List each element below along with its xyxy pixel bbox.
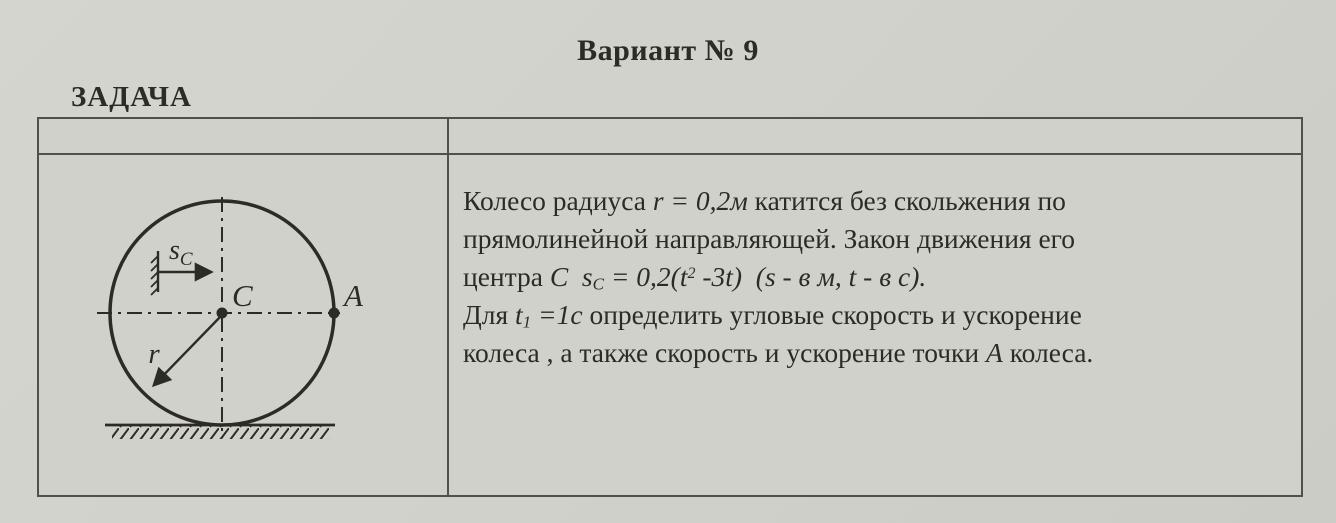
text-segment: r = 0,2м bbox=[652, 185, 748, 216]
text-segment: C bbox=[549, 261, 569, 292]
text-segment: колеса. bbox=[1002, 337, 1094, 368]
text-segment: t bbox=[515, 299, 523, 330]
point-a bbox=[329, 308, 340, 319]
text-segment: Колесо радиуса bbox=[463, 185, 653, 216]
point-a-label: A bbox=[344, 278, 363, 313]
radius-label: r bbox=[148, 338, 160, 370]
task-table bbox=[37, 117, 1303, 497]
ground-hatching-icon bbox=[112, 426, 330, 439]
text-segment: -3t) (s - в м, t - в с). bbox=[695, 261, 927, 292]
text-segment: прямолинейной направляющей. Закон движения его bbox=[463, 223, 1075, 254]
text-segment: катится без скольжения по bbox=[747, 185, 1066, 216]
header-cell-left bbox=[39, 119, 449, 155]
text-segment: =1с bbox=[531, 299, 583, 330]
text-segment: = 0,2(t bbox=[604, 261, 688, 292]
center-point-label: C bbox=[232, 278, 253, 313]
wheel-diagram bbox=[39, 155, 447, 495]
text-segment: колеса , а также скорость и ускорение точки bbox=[463, 337, 987, 368]
text-segment: 1 bbox=[522, 312, 532, 332]
diagram-cell bbox=[39, 155, 449, 495]
text-segment: 2 bbox=[687, 265, 696, 283]
problem-line bbox=[463, 334, 1283, 372]
page-title: Вариант № 9 bbox=[577, 34, 759, 67]
text-segment: А bbox=[986, 337, 1003, 368]
text-segment: C bbox=[592, 274, 604, 294]
radius-arrow-icon bbox=[154, 315, 222, 385]
center-point bbox=[217, 308, 228, 319]
problem-line bbox=[463, 258, 1283, 296]
displacement-label-sub: C bbox=[179, 249, 193, 270]
displacement-label bbox=[169, 235, 193, 270]
displacement-label-main: s bbox=[169, 235, 180, 266]
problem-line bbox=[463, 220, 1283, 258]
text-segment: определить угловые скорость и ускорение bbox=[582, 299, 1082, 330]
header-cell-right bbox=[449, 119, 1301, 155]
problem-line bbox=[463, 296, 1283, 334]
text-segment: центра bbox=[463, 261, 550, 292]
text-segment: Для bbox=[463, 299, 516, 330]
text-segment bbox=[568, 261, 582, 292]
problem-cell bbox=[449, 155, 1301, 495]
section-heading: ЗАДАЧА bbox=[71, 81, 192, 113]
problem-line bbox=[463, 182, 1283, 220]
problem-text bbox=[463, 182, 1283, 372]
text-segment: s bbox=[581, 261, 593, 292]
